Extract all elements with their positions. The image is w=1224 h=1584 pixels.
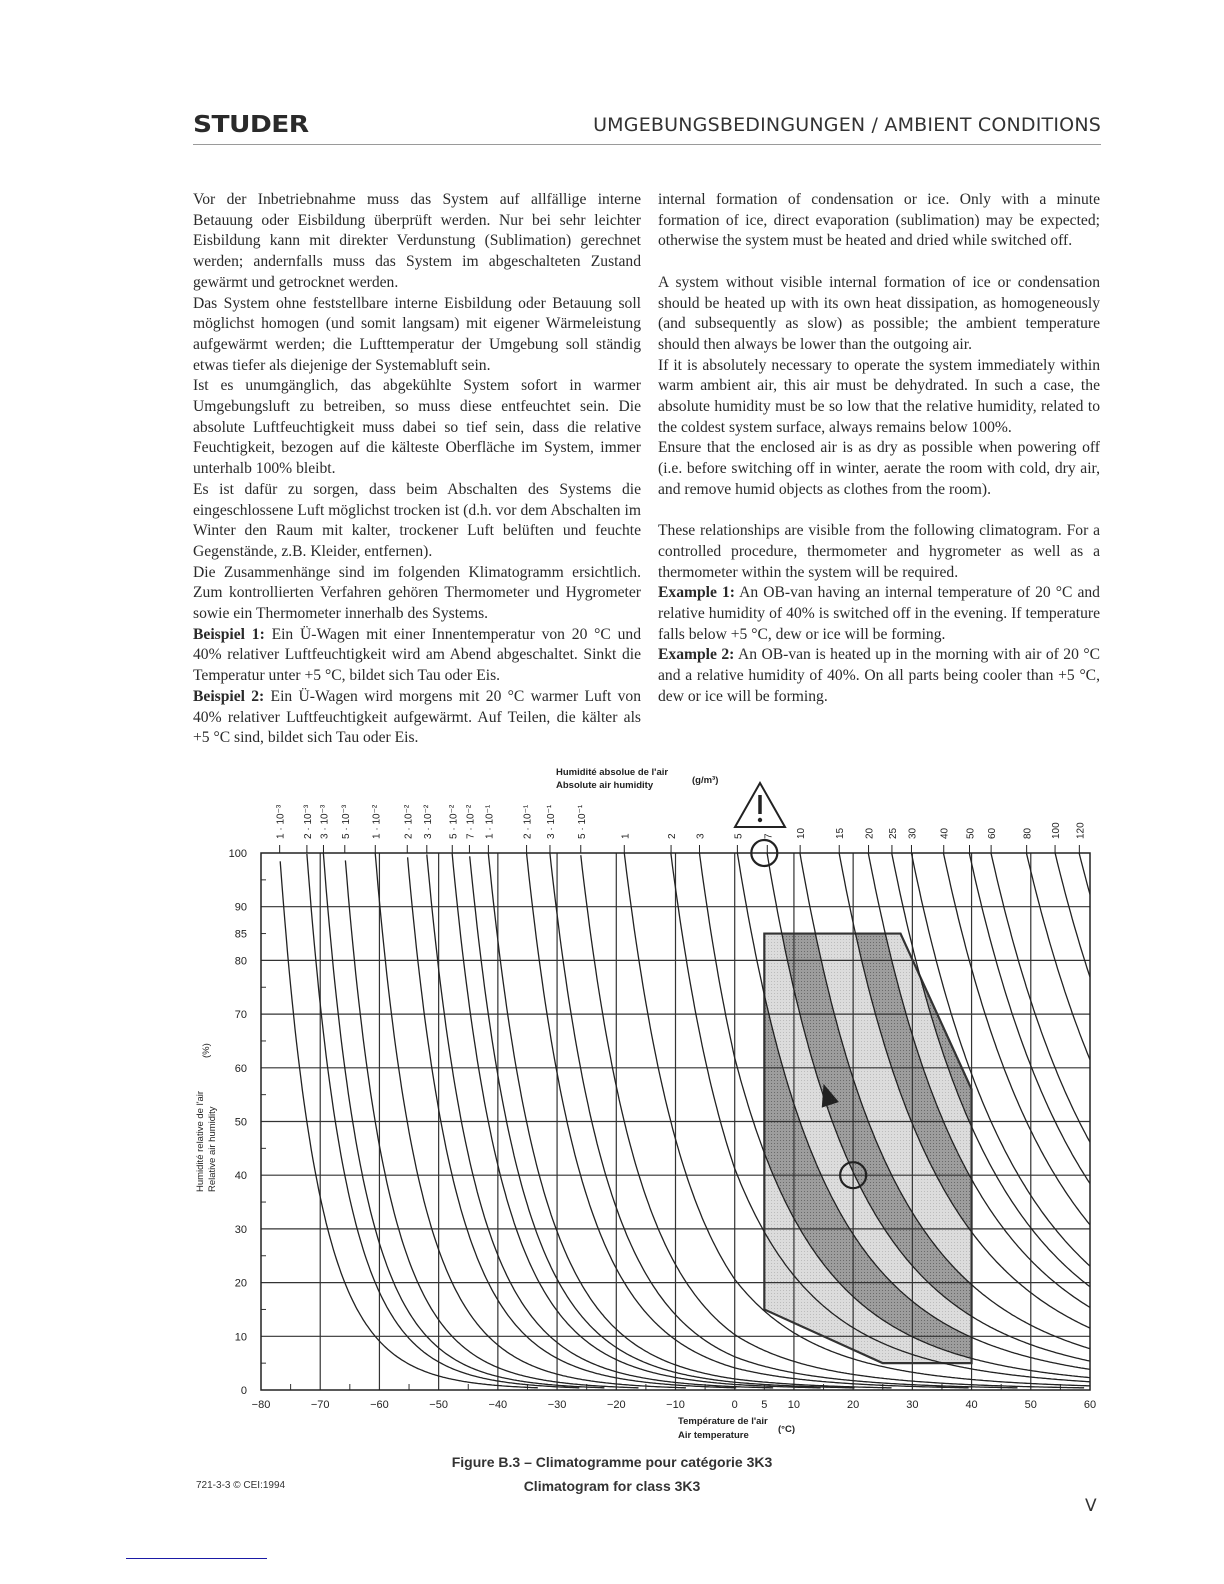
- example-text: An OB-van is heated up in the morning with air of 20 °C and a relative humidity of 40%. On all parts being cooler than +5 °C, dew or ice will be forming.: [658, 646, 1100, 705]
- example-label: Beispiel 2:: [193, 687, 265, 705]
- svg-text:2 · 10⁻¹: 2 · 10⁻¹: [522, 804, 534, 839]
- footer-reference: 721-3-3 © CEI:1994: [196, 1480, 286, 1491]
- svg-text:3: 3: [695, 833, 707, 839]
- paragraph-de-3: Ist es unumgänglich, das abgekühlte System sofort in warmer Umgebungsluft zu betreiben, so muss diese entfeuchtet sein. Die absolute Luftfeuchtigkeit muss dabei so tief sein, dass die relative Feuchtigkeit, bezogen auf die kälteste Oberfläche im System, immer unterhalb 100% bleibt.: [193, 377, 641, 478]
- ah-curve: [1077, 843, 1090, 895]
- svg-text:(°C): (°C): [778, 1424, 795, 1435]
- ah-curve: [375, 851, 686, 1388]
- svg-text:2 · 10⁻³: 2 · 10⁻³: [302, 804, 314, 839]
- svg-text:85: 85: [234, 928, 247, 941]
- svg-text:30: 30: [906, 1399, 919, 1411]
- svg-text:25: 25: [887, 827, 899, 839]
- svg-text:−60: −60: [370, 1399, 389, 1411]
- svg-text:Absolute air humidity: Absolute air humidity: [556, 780, 654, 791]
- svg-text:(%): (%): [201, 1043, 212, 1058]
- paragraph-de-2: Das System ohne feststellbare interne Eisbildung oder Betauung soll möglichst homogen (und somit langsam) mit eigener Wärmeleistung aufgewärmt werden; die Lufttemperatur der Umgebung soll ständig etwas tiefer als diejenige der Systemabluft sein.: [193, 294, 641, 374]
- svg-text:Température de l'air: Température de l'air: [678, 1416, 768, 1427]
- svg-text:Humidité absolue de l'air: Humidité absolue de l'air: [556, 767, 669, 778]
- svg-text:Relative air humidity: Relative air humidity: [207, 1106, 218, 1192]
- svg-text:100: 100: [228, 848, 247, 860]
- svg-text:1 · 10⁻¹: 1 · 10⁻¹: [484, 804, 496, 839]
- svg-text:1: 1: [620, 833, 632, 839]
- svg-text:40: 40: [965, 1399, 978, 1411]
- svg-text:70: 70: [234, 1009, 247, 1022]
- paragraph-de-5: Die Zusammenhänge sind im folgenden Klimatogramm ersichtlich. Zum kontrollierten Verfahren gehören Thermometer und Hygrometer sowie ein Thermometer innerhalb des Systems.: [193, 563, 641, 623]
- svg-text:−50: −50: [429, 1399, 448, 1411]
- svg-text:20: 20: [864, 827, 876, 839]
- ah-curve: [408, 857, 737, 1388]
- svg-text:30: 30: [907, 827, 919, 839]
- svg-text:40: 40: [939, 827, 951, 839]
- svg-text:7 · 10⁻²: 7 · 10⁻²: [465, 804, 477, 839]
- figure-caption-fr: Figure B.3 – Climatogramme pour catégorie 3K3: [451, 1454, 773, 1470]
- svg-text:50: 50: [1024, 1399, 1037, 1411]
- example-label: Example 2:: [658, 646, 735, 664]
- ah-curve: [1025, 846, 1090, 1060]
- page-number: V: [1085, 1496, 1097, 1516]
- paragraph-en-4: Ensure that the enclosed air is as dry as possible when powering off (i.e. before switching off in winter, aerate the room with cold, dry air, and remove humid objects as clothes from the room).: [658, 439, 1100, 498]
- svg-text:(g/m³): (g/m³): [692, 775, 719, 786]
- svg-text:60: 60: [1083, 1399, 1097, 1411]
- example-text: Ein Ü-Wagen wird morgens mit 20 °C warmer Luft von 40% relativer Luftfeuchtigkeit aufgewärmt. Auf Teilen, die kälter als +5 °C sind, bildet sich Tau oder Eis.: [193, 687, 641, 747]
- svg-text:5 · 10⁻²: 5 · 10⁻²: [448, 804, 460, 839]
- svg-text:5 · 10⁻¹: 5 · 10⁻¹: [576, 804, 588, 839]
- svg-text:10: 10: [787, 1399, 801, 1411]
- svg-text:60: 60: [234, 1062, 247, 1075]
- svg-text:−80: −80: [251, 1399, 271, 1411]
- svg-text:10: 10: [234, 1331, 247, 1344]
- svg-text:3 · 10⁻¹: 3 · 10⁻¹: [545, 804, 557, 839]
- svg-text:−70: −70: [310, 1399, 330, 1411]
- svg-text:5 · 10⁻³: 5 · 10⁻³: [340, 804, 352, 839]
- svg-text:120: 120: [1075, 822, 1087, 839]
- brand-logo: STUDER: [193, 112, 309, 138]
- example-label: Example 1:: [658, 584, 735, 602]
- paragraph-en-3: If it is absolutely necessary to operate the system immediately within warm ambient air, this air must be dehydrated. In such a case, the absolute humidity must be so low that the relative humidity, related to the coldest system surface, always remains below 100%.: [658, 356, 1100, 436]
- paragraph-en-1: internal formation of condensation or ice. Only with a minute formation of ice, direct evaporation (sublimation) may be expected; otherwise the system must be heated and dried while switched off.: [658, 191, 1100, 250]
- paragraph-de-1: Vor der Inbetriebnahme muss das System auf allfällige interne Betauung oder Eisbildung überprüft werden. Nur bei sehr leichter Eisbildung kann mit direkter Verdunstung (Sublimation) gerechnet werden; andernfalls muss das System im abgeschalteten Zustand gewärmt und getrocknet werden.: [193, 191, 641, 291]
- svg-text:60: 60: [987, 827, 999, 839]
- svg-text:−30: −30: [547, 1399, 567, 1411]
- footnote-link-underline[interactable]: [126, 1558, 267, 1559]
- svg-text:7: 7: [763, 833, 775, 839]
- svg-text:3 · 10⁻³: 3 · 10⁻³: [319, 804, 331, 839]
- svg-text:2 · 10⁻²: 2 · 10⁻²: [403, 804, 415, 839]
- svg-text:50: 50: [234, 1116, 247, 1129]
- ah-curve: [345, 860, 638, 1387]
- svg-text:80: 80: [234, 955, 247, 968]
- svg-text:5: 5: [733, 833, 745, 839]
- svg-text:1 · 10⁻²: 1 · 10⁻²: [371, 804, 383, 839]
- svg-text:Humidité relative de l'air: Humidité relative de l'air: [195, 1090, 206, 1192]
- svg-text:2: 2: [667, 833, 679, 839]
- svg-text:1 · 10⁻³: 1 · 10⁻³: [275, 804, 287, 839]
- section-title: UMGEBUNGSBEDINGUNGEN / AMBIENT CONDITIONS: [593, 114, 1101, 136]
- svg-text:0: 0: [731, 1399, 738, 1411]
- svg-text:−40: −40: [488, 1399, 508, 1411]
- example-label: Beispiel 1:: [193, 625, 265, 643]
- example-text: Ein Ü-Wagen mit einer Innentemperatur von 20 °C und 40% relativer Luftfeuchtigkeit wird am Abend abgeschaltet. Sinkt die Temperatur unter +5 °C, bildet sich Tau oder Eis.: [193, 625, 641, 685]
- svg-text:−20: −20: [606, 1399, 626, 1411]
- svg-text:90: 90: [234, 901, 247, 914]
- svg-text:100: 100: [1051, 822, 1063, 839]
- svg-text:10: 10: [796, 827, 808, 839]
- svg-text:3 · 10⁻²: 3 · 10⁻²: [422, 804, 434, 839]
- ah-curve: [280, 861, 538, 1388]
- svg-text:−10: −10: [666, 1399, 685, 1411]
- ah-curve: [1053, 844, 1090, 977]
- svg-text:15: 15: [835, 827, 847, 839]
- figure-caption-en: Climatogram for class 3K3: [523, 1478, 701, 1494]
- ah-curve: [323, 851, 604, 1388]
- paragraph-en-2: A system without visible internal formation of ice or condensation should be heated up with its own heat dissipation, as homogeneously (and subsequently as slow) as possible; the ambient temperature should then always be lower than the outgoing air.: [658, 273, 1100, 353]
- svg-text:30: 30: [234, 1223, 247, 1236]
- example-text: An OB-van having an internal temperature of 20 °C and relative humidity of 40% is switched off in the evening. If temperature falls below +5 °C, dew or ice will be forming.: [658, 584, 1100, 643]
- svg-text:80: 80: [1022, 827, 1034, 839]
- svg-text:Air temperature: Air temperature: [678, 1430, 749, 1441]
- paragraph-de-4: Es ist dafür zu sorgen, dass beim Abschalten des Systems die eingeschlossene Luft möglichst trocken ist (d.h. vor dem Abschalten im Winter den Raum mit kalter, trockener Luft belüften und feuchte Gegenstände, z.B. Kleider, entfernen).: [193, 480, 641, 560]
- svg-text:20: 20: [234, 1277, 247, 1290]
- svg-text:40: 40: [234, 1170, 247, 1183]
- svg-text:50: 50: [965, 827, 977, 839]
- svg-text:5: 5: [761, 1399, 768, 1411]
- ah-curve: [989, 846, 1090, 1143]
- svg-text:0: 0: [240, 1385, 247, 1397]
- paragraph-en-5: These relationships are visible from the following climatogram. For a controlled procedure, thermometer and hygrometer as well as a thermometer within the system will be required.: [658, 522, 1100, 581]
- svg-text:20: 20: [847, 1399, 860, 1411]
